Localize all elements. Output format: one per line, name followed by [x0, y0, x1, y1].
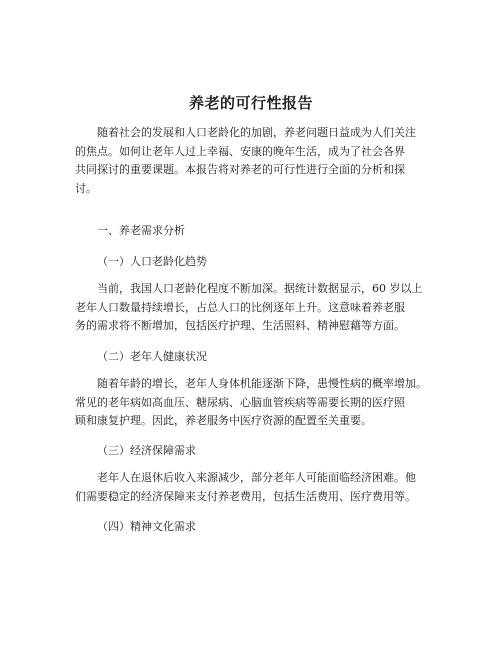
intro-line: 的焦点。如何让老年人过上幸福、安康的晚年生活，成为了社会各界	[75, 144, 405, 158]
intro-line: 随着社会的发展和人口老龄化的加剧，养老问题日益成为人们关注	[97, 126, 416, 139]
paragraph-line: 常见的老年病如高血压、糖尿病、心脑血管疾病等需要长期的医疗照	[75, 395, 405, 409]
subsection-heading-spiritual-culture: （四）精神文化需求	[97, 520, 196, 533]
health-status-paragraph	[75, 375, 435, 431]
subsection-heading-health-status: （二）老年人健康状况	[97, 350, 207, 363]
subsection-heading-economic-security: （三）经济保障需求	[97, 444, 196, 457]
intro-line: 讨。	[75, 181, 97, 195]
aging-trend-paragraph	[75, 280, 435, 336]
paragraph-line: 务的需求将不断增加，包括医疗护理、生活照料、精神慰藉等方面。	[75, 319, 405, 332]
paragraph-line: 们需要稳定的经济保障来支付养老费用，包括生活费用、医疗费用等。	[75, 489, 416, 503]
section-heading-demand-analysis: 一、养老需求分析	[97, 224, 185, 237]
intro-line: 共同探讨的重要课题。本报告将对养老的可行性进行全面的分析和探	[75, 163, 405, 176]
document-title: 养老的可行性报告	[188, 94, 313, 112]
paragraph-line: 老年人口数量持续增长，占总人口的比例逐年上升。这意味着养老服	[75, 300, 405, 314]
subsection-heading-aging-trend: （一）人口老龄化趋势	[97, 255, 207, 268]
paragraph-line: 老年人在退休后收入来源减少，部分老年人可能面临经济困难。他	[97, 471, 416, 484]
paragraph-line: 顾和康复护理。因此，养老服务中医疗资源的配置至关重要。	[75, 414, 372, 427]
paragraph-line: 随着年龄的增长，老年人身体机能逐渐下降，患慢性病的概率增加。	[97, 377, 427, 390]
intro-paragraph	[75, 124, 435, 198]
economic-security-paragraph	[75, 469, 435, 506]
paragraph-line: 当前，我国人口老龄化程度不断加深。据统计数据显示，60 岁以上	[97, 282, 423, 295]
